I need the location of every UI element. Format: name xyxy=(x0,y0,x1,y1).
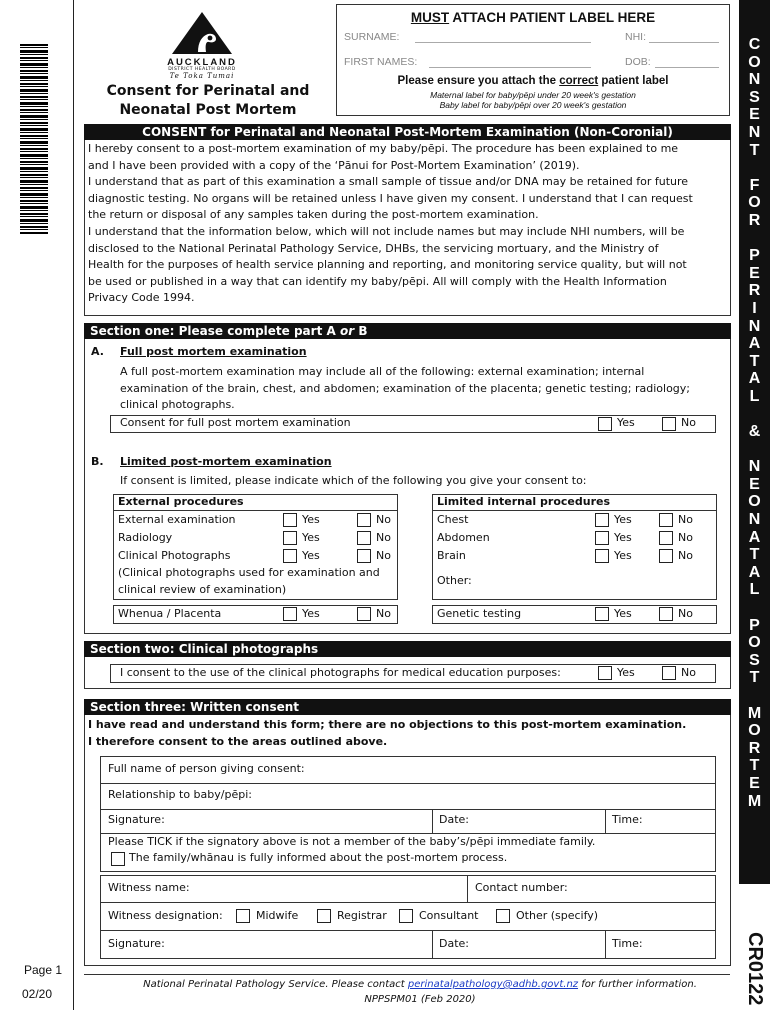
form-code: CR0122 xyxy=(744,932,766,1006)
intro-line: Privacy Code 1994. xyxy=(88,291,195,305)
label-heading-rest: ATTACH PATIENT LABEL HERE xyxy=(449,10,656,25)
page-number: Page 1 xyxy=(24,963,63,977)
external-exam-no-checkbox[interactable] xyxy=(357,513,371,527)
margin-rule xyxy=(73,0,74,1010)
org-tagline: Te Toka Tumai xyxy=(169,72,235,80)
midwife-label: Midwife xyxy=(256,909,299,922)
photo-consent-label: I consent to the use of the clinical photographs for medical education purposes: xyxy=(120,666,561,679)
abdomen-yes-checkbox[interactable] xyxy=(595,531,609,545)
brain-no-label: No xyxy=(678,549,693,562)
barcode xyxy=(20,44,48,234)
col-divider xyxy=(432,930,433,959)
ext-item-photographs: Clinical Photographs xyxy=(118,549,231,562)
surname-label: SURNAME: xyxy=(344,31,400,43)
ext-item-radiology: Radiology xyxy=(118,531,173,544)
intro-heading: CONSENT for Perinatal and Neonatal Post-Mortem Examination (Non-Coronial) xyxy=(84,124,731,140)
chest-yes-label: Yes xyxy=(614,513,632,526)
int-divider xyxy=(432,510,717,511)
full-pm-no-checkbox[interactable] xyxy=(662,417,676,431)
section-three-heading: Section three: Written consent xyxy=(84,699,731,715)
ensure-correct: correct xyxy=(559,75,599,87)
genetic-no-label: No xyxy=(678,607,693,620)
int-other-label[interactable]: Other: xyxy=(437,574,472,587)
int-item-abdomen: Abdomen xyxy=(437,531,490,544)
external-exam-yes-checkbox[interactable] xyxy=(283,513,297,527)
contact-number-field[interactable]: Contact number: xyxy=(475,881,568,894)
part-b-title: Limited post-mortem examination xyxy=(120,455,332,468)
patient-label-box[interactable] xyxy=(336,4,730,116)
photographs-yes-checkbox[interactable] xyxy=(283,549,297,563)
other-specify-label: Other (specify) xyxy=(516,909,599,922)
s1-heading-post: B xyxy=(354,324,368,338)
full-pm-consent-label: Consent for full post mortem examination xyxy=(120,416,351,429)
rad-yes-label: Yes xyxy=(302,531,320,544)
radiology-yes-checkbox[interactable] xyxy=(283,531,297,545)
org-subtitle: DISTRICT HEALTH BOARD xyxy=(168,67,236,72)
section-two-heading: Section two: Clinical photographs xyxy=(84,641,731,657)
placenta-no-label: No xyxy=(376,607,391,620)
ext-no-label: No xyxy=(376,513,391,526)
intro-line: I hereby consent to a post-mortem examination of my baby/pēpi. The procedure has been explained to me xyxy=(88,142,679,155)
time-field[interactable]: Time: xyxy=(612,813,643,826)
photo-yes-label: Yes xyxy=(302,549,320,562)
radiology-no-checkbox[interactable] xyxy=(357,531,371,545)
rad-no-label: No xyxy=(376,531,391,544)
label-instruction xyxy=(337,75,729,87)
abdomen-yes-label: Yes xyxy=(614,531,632,544)
midwife-checkbox[interactable] xyxy=(236,909,250,923)
relationship-field[interactable]: Relationship to baby/pēpi: xyxy=(108,788,252,801)
edu-no-label: No xyxy=(681,666,696,679)
part-a-description xyxy=(120,364,725,414)
ext-item-external: External examination xyxy=(118,513,236,526)
brain-yes-checkbox[interactable] xyxy=(595,549,609,563)
part-a-line: examination of the brain, chest, and abdomen; examination of the placenta; genetic testing; radiology; xyxy=(120,381,691,395)
dob-line xyxy=(655,67,719,68)
full-pm-yes-checkbox[interactable] xyxy=(598,417,612,431)
brain-no-checkbox[interactable] xyxy=(659,549,673,563)
nhi-label: NHI: xyxy=(625,31,646,43)
consultant-checkbox[interactable] xyxy=(399,909,413,923)
chest-no-label: No xyxy=(678,513,693,526)
intro-line: Health for the purposes of health service planning and reporting, and monitoring service quality, but will not xyxy=(88,258,687,272)
footer-pre: National Perinatal Pathology Service. Please contact xyxy=(143,979,408,990)
footer-doc-code: NPPSPM01 (Feb 2020) xyxy=(364,994,476,1005)
consent-statement-1: I have read and understand this form; there are no objections to this post-mortem examination. xyxy=(88,718,687,731)
footer-contact xyxy=(110,977,730,992)
first-names-line xyxy=(429,67,591,68)
genetic-label: Genetic testing xyxy=(437,607,522,620)
col-divider xyxy=(432,809,433,833)
genetic-no-checkbox[interactable] xyxy=(659,607,673,621)
full-name-field[interactable]: Full name of person giving consent: xyxy=(108,762,305,775)
signature-field[interactable]: Signature: xyxy=(108,813,165,826)
witness-time-field[interactable]: Time: xyxy=(612,937,643,950)
ext-divider xyxy=(113,510,398,511)
row-divider xyxy=(100,930,716,931)
placenta-label: Whenua / Placenta xyxy=(118,607,222,620)
witness-date-field[interactable]: Date: xyxy=(439,937,469,950)
row-divider xyxy=(100,783,716,784)
intro-line: diagnostic testing. No organs will be retained unless I have given my consent. I understand that I can request xyxy=(88,191,693,205)
registrar-checkbox[interactable] xyxy=(317,909,331,923)
intro-line: the return or disposal of any samples taken during the post-mortem examination. xyxy=(88,208,539,222)
adhb-logo-icon xyxy=(172,12,232,54)
ext-note-line-2: clinical review of examination) xyxy=(118,583,287,596)
other-specify-checkbox[interactable] xyxy=(496,909,510,923)
abdomen-no-checkbox[interactable] xyxy=(659,531,673,545)
revision-date: 02/20 xyxy=(22,987,53,1001)
placenta-no-checkbox[interactable] xyxy=(357,607,371,621)
chest-no-checkbox[interactable] xyxy=(659,513,673,527)
chest-yes-checkbox[interactable] xyxy=(595,513,609,527)
intro-line: and I have been provided with a copy of the ‘Pānui for Post-Mortem Examination’ (2019). xyxy=(88,158,580,172)
s1-heading-pre: Section one: Please complete part A xyxy=(90,324,340,338)
genetic-yes-checkbox[interactable] xyxy=(595,607,609,621)
witness-signature-field[interactable]: Signature: xyxy=(108,937,165,950)
footer-rule xyxy=(84,974,730,975)
side-title-bar xyxy=(739,0,770,884)
external-procedures-heading: External procedures xyxy=(118,495,244,508)
intro-text xyxy=(88,141,728,307)
surname-line xyxy=(415,42,591,43)
part-b-letter: B. xyxy=(91,455,104,468)
int-item-chest: Chest xyxy=(437,513,469,526)
date-field[interactable]: Date: xyxy=(439,813,469,826)
title-line-1: Consent for Perinatal and xyxy=(106,83,310,99)
col-divider xyxy=(467,875,468,902)
maternal-label-note: Maternal label for baby/pēpi under 20 week's gestation xyxy=(430,90,636,100)
col-divider xyxy=(605,930,606,959)
footer-email-link[interactable]: perinatalpathology@adhb.govt.nz xyxy=(407,979,579,990)
edu-yes-label: Yes xyxy=(617,666,635,679)
brain-yes-label: Yes xyxy=(614,549,632,562)
family-informed-checkbox[interactable] xyxy=(111,852,125,866)
education-photo-no-checkbox[interactable] xyxy=(662,666,676,680)
intro-line: be used or published in a way that can identify my baby/pēpi. All will comply with the Health Information xyxy=(88,274,667,288)
col-divider xyxy=(605,809,606,833)
education-photo-yes-checkbox[interactable] xyxy=(598,666,612,680)
part-b-intro: If consent is limited, please indicate which of the following you give your consent to: xyxy=(120,474,587,487)
abdomen-no-label: No xyxy=(678,531,693,544)
photographs-no-checkbox[interactable] xyxy=(357,549,371,563)
int-item-brain: Brain xyxy=(437,549,466,562)
row-divider xyxy=(100,902,716,903)
full-pm-no-label: No xyxy=(681,416,696,429)
intro-line: I understand that the information below, which will not include names but may include NHI numbers, will be xyxy=(88,224,685,238)
witness-designation-label: Witness designation: xyxy=(108,909,223,922)
footer xyxy=(110,977,730,1007)
family-informed-label: The family/whānau is fully informed about the post-mortem process. xyxy=(129,851,508,864)
ext-note-line-1: (Clinical photographs used for examination and xyxy=(118,566,380,579)
nhi-line xyxy=(649,42,719,43)
row-divider xyxy=(100,809,716,810)
s1-heading-or: or xyxy=(339,324,355,338)
footer-post: for further information. xyxy=(578,979,697,990)
registrar-label: Registrar xyxy=(337,909,387,922)
genetic-yes-label: Yes xyxy=(614,607,632,620)
internal-procedures-heading: Limited internal procedures xyxy=(437,495,611,508)
baby-label-note: Baby label for baby/pēpi over 20 week's gestation xyxy=(439,100,627,110)
intro-line: I understand that as part of this examination a small sample of tissue and/or DNA may be retained for future xyxy=(88,175,689,189)
part-a-title: Full post mortem examination xyxy=(120,345,307,358)
part-a-line: A full post-mortem examination may include all of the following: external examination; internal xyxy=(120,365,645,378)
tick-note: Please TICK if the signatory above is not a member of the baby’s/pēpi immediate family. xyxy=(108,835,596,848)
side-title: C O N S E N T F O R P E R I N A T A L & N E O N A T A L P O S T M O R T E M xyxy=(747,36,762,810)
section-one-heading xyxy=(84,323,731,339)
org-name: AUCKLAND xyxy=(167,57,237,68)
witness-name-field[interactable]: Witness name: xyxy=(108,881,190,894)
intro-line: disclosed to the National Perinatal Pathology Service, DHBs, the servicing mortuary, and the Ministry of xyxy=(88,241,659,255)
part-a-line: clinical photographs. xyxy=(120,398,235,412)
part-a-letter: A. xyxy=(91,345,104,358)
placenta-yes-checkbox[interactable] xyxy=(283,607,297,621)
ensure-post: patient label xyxy=(598,75,669,87)
document-title xyxy=(96,82,320,120)
full-pm-yes-label: Yes xyxy=(617,416,635,429)
dob-label: DOB: xyxy=(625,56,651,68)
consent-statement-2: I therefore consent to the areas outlined above. xyxy=(88,735,388,748)
ext-yes-label: Yes xyxy=(302,513,320,526)
first-names-label: FIRST NAMES: xyxy=(344,56,418,68)
consultant-label: Consultant xyxy=(419,909,479,922)
photo-no-label: No xyxy=(376,549,391,562)
label-heading xyxy=(337,10,729,25)
title-line-2: Neonatal Post Mortem xyxy=(119,102,297,118)
ensure-pre: Please ensure you attach the xyxy=(397,75,560,87)
placenta-yes-label: Yes xyxy=(302,607,320,620)
label-heading-must: MUST xyxy=(410,10,450,25)
